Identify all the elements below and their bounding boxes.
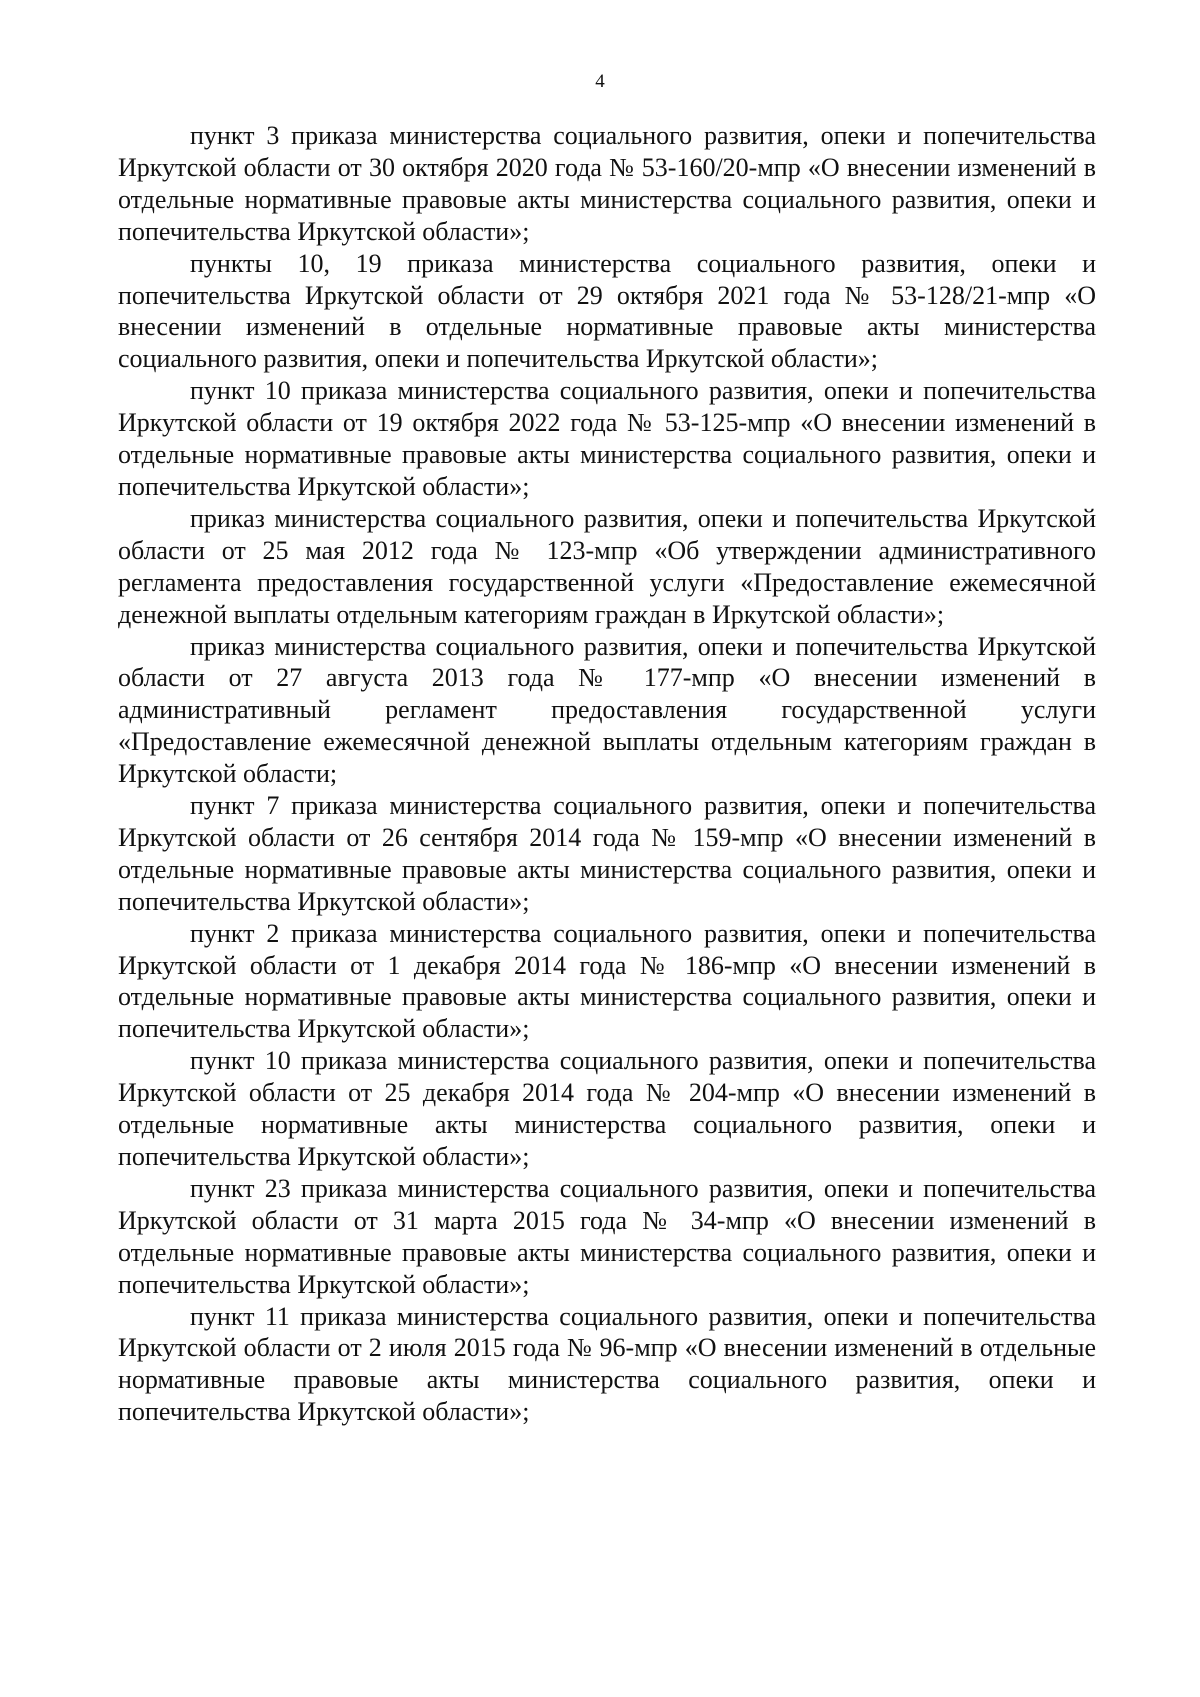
document-body	[118, 120, 1096, 1428]
paragraph: приказ министерства социального развития, опеки и попечительства Иркутской области от 27 августа 2013 года № 177-мпр «О внесении изменений в административный регламент предоставления государственной услуги «Предоставление ежемесячной денежной выплаты отдельным категориям граждан в Иркутской области;	[118, 631, 1096, 789]
paragraph: пункт 10 приказа министерства социального развития, опеки и попечительства Иркутской области от 25 декабря 2014 года № 204-мпр «О внесении изменений в отдельные нормативные акты министерства социального развития, опеки и попечительства Иркутской области»;	[118, 1046, 1096, 1171]
paragraph: пункт 2 приказа министерства социального развития, опеки и попечительства Иркутской области от 1 декабря 2014 года № 186-мпр «О внесении изменений в отдельные нормативные правовые акты министерства социального развития, опеки и попечительства Иркутской области»;	[118, 918, 1096, 1044]
paragraph: пункт 3 приказа министерства социального развития, опеки и попечительства Иркутской области от 30 октября 2020 года № 53-160/20-мпр «О внесении изменений в отдельные нормативные правовые акты министерства социального развития, опеки и попечительства Иркутской области»;	[118, 121, 1096, 246]
paragraph: пункт 7 приказа министерства социального развития, опеки и попечительства Иркутской области от 26 сентября 2014 года № 159-мпр «О внесении изменений в отдельные нормативные правовые акты министерства социального развития, опеки и попечительства Иркутской области»;	[118, 791, 1096, 916]
paragraph: пункт 11 приказа министерства социального развития, опеки и попечительства Иркутской области от 2 июля 2015 года № 96-мпр «О внесении изменений в отдельные нормативные правовые акты министерства социального развития, опеки и попечительства Иркутской области»;	[118, 1301, 1096, 1427]
paragraph: пункт 10 приказа министерства социального развития, опеки и попечительства Иркутской области от 19 октября 2022 года № 53-125-мпр «О внесении изменений в отдельные нормативные правовые акты министерства социального развития, опеки и попечительства Иркутской области»;	[118, 376, 1096, 501]
page-number: 4	[595, 71, 605, 92]
paragraph: приказ министерства социального развития, опеки и попечительства Иркутской области от 25 мая 2012 года № 123-мпр «Об утверждении административного регламента предоставления государственной услуги «Предоставление ежемесячной денежной выплаты отдельным категориям граждан в Иркутской области»;	[118, 503, 1096, 629]
paragraph: пункты 10, 19 приказа министерства социального развития, опеки и попечительства Иркутской области от 29 октября 2021 года № 53-128/21-мпр «О внесении изменений в отдельные нормативные правовые акты министерства социального развития, опеки и попечительства Иркутской области»;	[118, 248, 1096, 374]
paragraph: пункт 23 приказа министерства социального развития, опеки и попечительства Иркутской области от 31 марта 2015 года № 34-мпр «О внесении изменений в отдельные нормативные правовые акты министерства социального развития, опеки и попечительства Иркутской области»;	[118, 1173, 1096, 1299]
